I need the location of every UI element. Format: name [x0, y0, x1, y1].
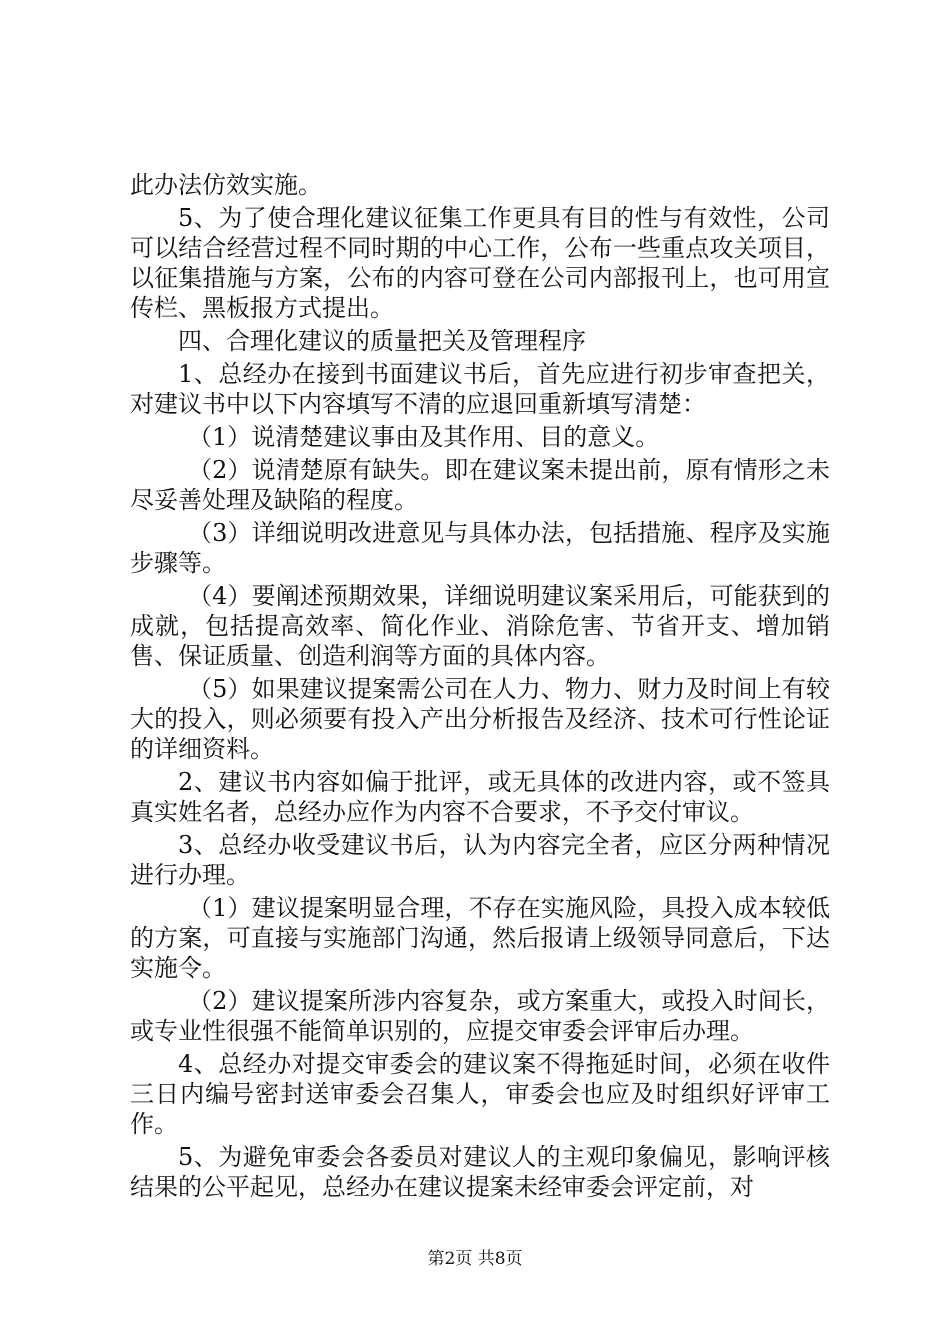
sub-item-2: （2）说清楚原有缺失。即在建议案未提出前，原有情形之未尽妥善处理及缺陷的程度。	[130, 456, 830, 514]
document-body	[130, 170, 830, 1205]
page-number-footer: 第2页 共8页	[427, 1249, 523, 1269]
paragraph-14: 4、总经办对提交审委会的建议案不得拖延时间，必须在收件三日内编号密封送审委会召集人，审委会也应及时组织好评审工作。	[130, 1050, 830, 1138]
paragraph-11: 3、总经办收受建议书后，认为内容完全者，应区分两种情况进行办理。	[130, 831, 830, 889]
sub-item-3-1: （1）建议提案明显合理，不存在实施风险，具投入成本较低的方案，可直接与实施部门沟通，然后报请上级领导同意后，下达实施令。	[130, 894, 830, 982]
sub-item-3-2: （2）建议提案所涉内容复杂，或方案重大，或投入时间长，或专业性很强不能简单识别的，应提交审委会评审后办理。	[130, 987, 830, 1045]
paragraph-1: 此办法仿效实施。	[130, 171, 322, 199]
section-heading-4: 四、合理化建议的质量把关及管理程序	[178, 327, 586, 355]
sub-item-5: （5）如果建议提案需公司在人力、物力、财力及时间上有较大的投入，则必须要有投入产出分析报告及经济、技术可行性论证的详细资料。	[130, 675, 830, 763]
paragraph-4: 1、总经办在接到书面建议书后，首先应进行初步审查把关，对建议书中以下内容填写不清的应退回重新填写清楚：	[130, 360, 830, 418]
paragraph-2: 5、为了使合理化建议征集工作更具有目的性与有效性，公司可以结合经营过程不同时期的中心工作，公布一些重点攻关项目，以征集措施与方案，公布的内容可登在公司内部报刊上，也可用宣传栏、黑板报方式提出。	[130, 204, 830, 322]
sub-item-3: （3）详细说明改进意见与具体办法，包括措施、程序及实施步骤等。	[130, 519, 830, 577]
sub-item-4: （4）要阐述预期效果，详细说明建议案采用后，可能获到的成就，包括提高效率、简化作业、消除危害、节省开支、增加销售、保证质量、创造利润等方面的具体内容。	[130, 582, 830, 670]
sub-item-1: （1）说清楚建议事由及其作用、目的意义。	[188, 423, 660, 451]
paragraph-15: 5、为避免审委会各委员对建议人的主观印象偏见，影响评核结果的公平起见，总经办在建议提案未经审委会评定前，对	[130, 1143, 830, 1201]
paragraph-10: 2、建议书内容如偏于批评，或无具体的改进内容，或不签具真实姓名者，总经办应作为内容不合要求，不予交付审议。	[130, 768, 830, 826]
